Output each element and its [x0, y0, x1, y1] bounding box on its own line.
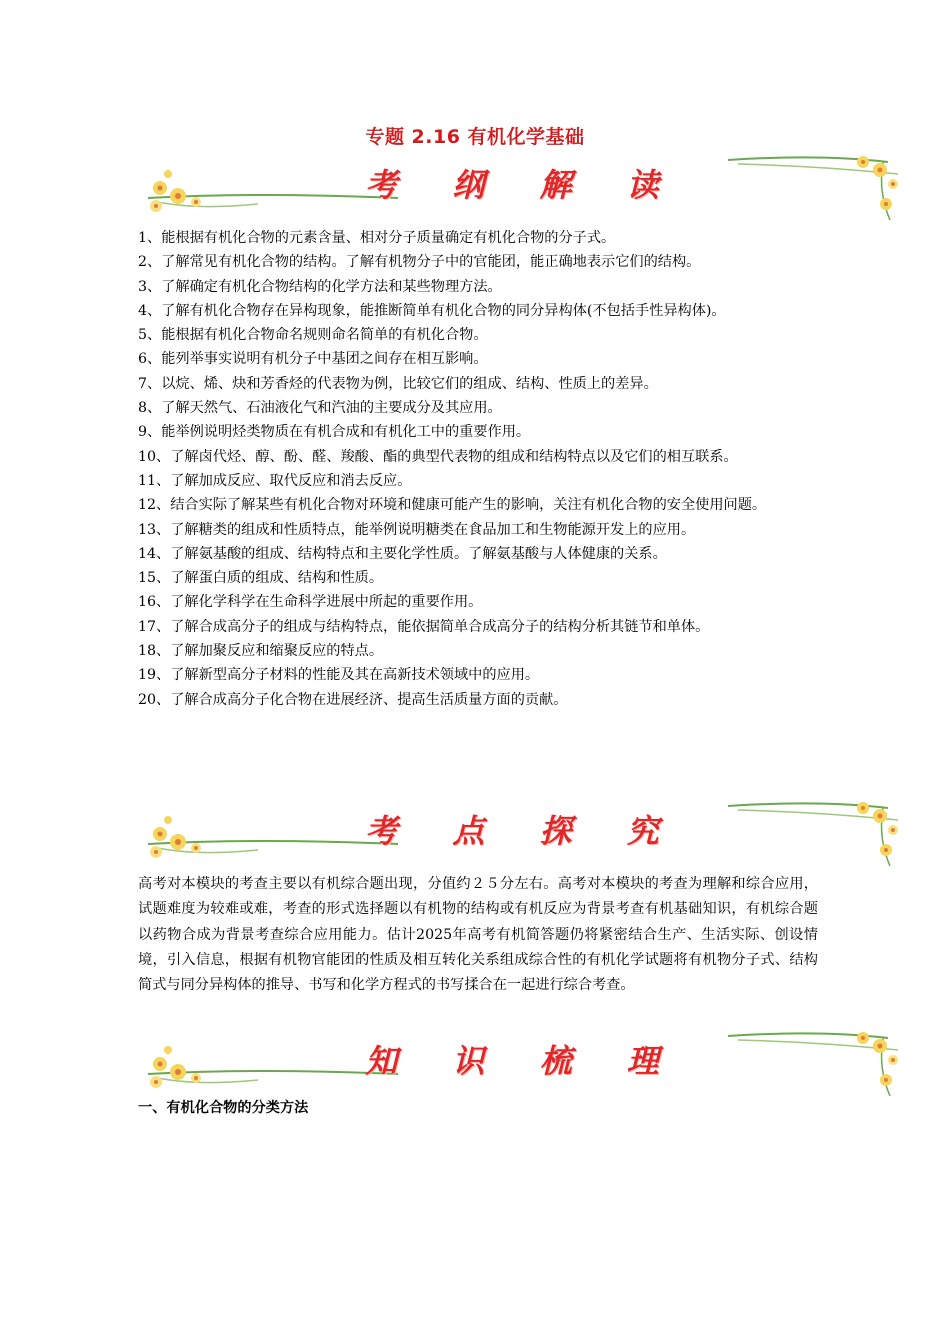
exam-analysis-paragraph: 高考对本模块的考查主要以有机综合题出现，分值约２５分左右。高考对本模块的考查为理解和综合应用，试题难度为较难或难，考查的形式选择题以有机物的结构或有机反应为背景考查有机基础知识，有机综合题以药物合成为背景考查综合应用能力。估计2025年高考有机简答题仍将紧密结合生产、生活实际、创设情境，引入信息，根据有机物官能团的性质及相互转化关系组成综合性的有机化学试题将有机物分子式、结构简式与同分异构体的推导、书写和化学方程式的书写揉合在一起进行综合考查。: [138, 876, 818, 994]
list-item: 11、了解加成反应、取代反应和消去反应。: [138, 472, 412, 489]
banner-knowledge-review: [138, 1028, 908, 1100]
list-item: 1、能根据有机化合物的元素含量、相对分子质量确定有机化合物的分子式。: [138, 230, 616, 246]
list-item: 3、了解确定有机化合物结构的化学方法和某些物理方法。: [138, 278, 502, 295]
banner-title: 知 识 梳 理: [365, 1042, 681, 1080]
list-item: 18、了解加聚反应和缩聚反应的特点。: [138, 643, 384, 660]
list-item: 13、了解糖类的组成和性质特点，能举例说明糖类在食品加工和生物能源开发上的应用。: [138, 521, 696, 538]
list-item: 12、结合实际了解某些有机化合物对环境和健康可能产生的影响，关注有机化合物的安全使用问题。: [138, 497, 767, 514]
banner-title: 考 点 探 究: [365, 812, 681, 850]
list-item: 14、了解氨基酸的组成、结构特点和主要化学性质。了解氨基酸与人体健康的关系。: [138, 545, 667, 562]
section-heading: 一、有机化合物的分类方法: [138, 1100, 309, 1116]
list-item: 2、了解常见有机化合物的结构。了解有机物分子中的官能团，能正确地表示它们的结构。: [138, 254, 701, 271]
list-item: 8、了解天然气、石油液化气和汽油的主要成分及其应用。: [138, 400, 502, 417]
objectives-list: [138, 226, 818, 712]
list-item: 20、了解合成高分子化合物在进展经济、提高生活质量方面的贡献。: [138, 691, 568, 708]
list-item: 19、了解新型高分子材料的性能及其在高新技术领域中的应用。: [138, 667, 540, 684]
banner-exam-outline: [138, 152, 908, 224]
list-item: 7、以烷、烯、炔和芳香烃的代表物为例，比较它们的组成、结构、性质上的差异。: [138, 375, 658, 392]
list-item: 15、了解蛋白质的组成、结构和性质。: [138, 570, 384, 587]
list-item: 16、了解化学科学在生命科学进展中所起的重要作用。: [138, 594, 483, 611]
list-item: 5、能根据有机化合物命名规则命名简单的有机化合物。: [138, 327, 488, 344]
banner-exam-points: [138, 798, 908, 870]
list-item: 9、能举例说明烃类物质在有机合成和有机化工中的重要作用。: [138, 424, 531, 441]
list-item: 17、了解合成高分子的组成与结构特点，能依据简单合成高分子的结构分析其链节和单体。: [138, 618, 710, 635]
list-item: 6、能列举事实说明有机分子中基团之间存在相互影响。: [138, 351, 488, 368]
document-title: 专题 2.16 有机化学基础: [365, 126, 585, 148]
banner-title: 考 纲 解 读: [365, 166, 681, 204]
list-item: 4、了解有机化合物存在异构现象，能推断简单有机化合物的同分异构体(不包括手性异构体)。: [138, 302, 726, 319]
list-item: 10、了解卤代烃、醇、酚、醛、羧酸、酯的典型代表物的组成和结构特点以及它们的相互联系。: [138, 448, 738, 465]
